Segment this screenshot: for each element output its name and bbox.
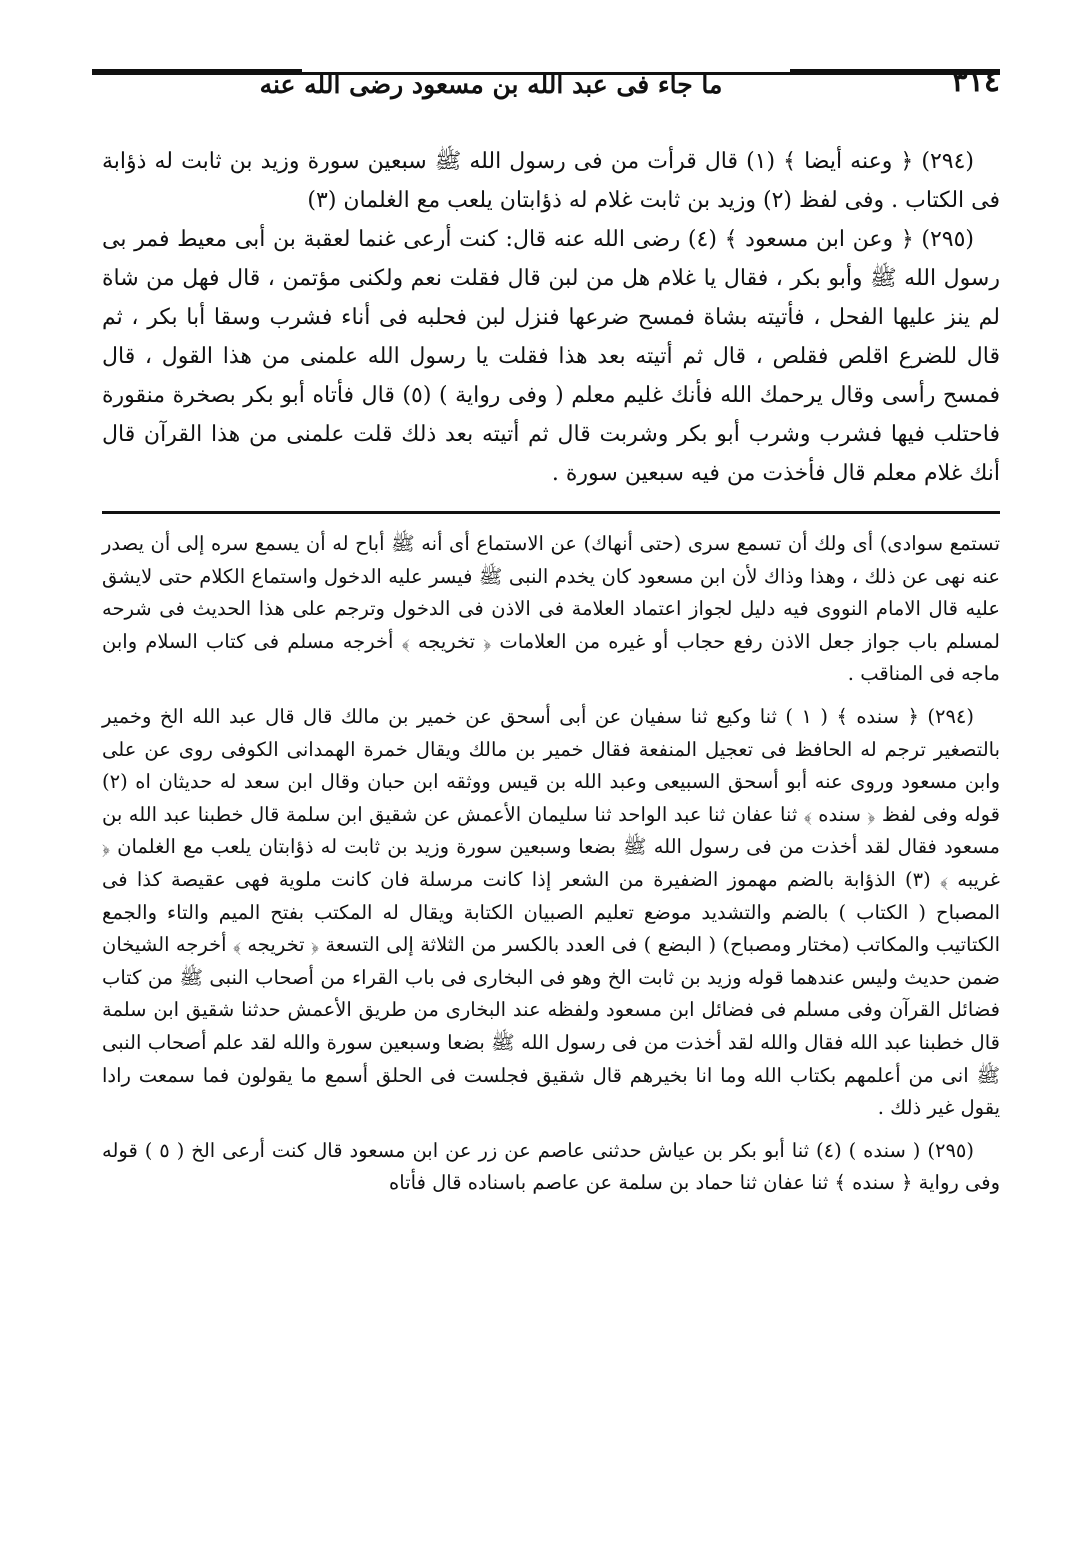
footnote-divider xyxy=(102,511,1000,514)
page-number: ٣١٤ xyxy=(951,64,1000,99)
hadith-text xyxy=(102,142,1000,493)
page-header xyxy=(102,50,1000,106)
commentary-295: (٢٩٥) ( سنده ) (٤) ثنا أبو بكر بن عياش حدثنى عاصم عن زر عن ابن مسعود قال كنت أرعى الخ ( ٥ ) قوله وفى رواية ﴿ سنده ﴾ ثنا عفان ثنا حماد بن سلمة عن عاصم باسناده قال فأتاه xyxy=(102,1138,1000,1195)
hadith-294: (٢٩٤) ﴿ وعنه أيضا ﴾ (١) قال قرأت من فى رسول الله ﷺ سبعين سورة وزيد بن ثابت له ذؤابة فى الكتاب . وفى لفظ (٢) وزيد بن ثابت غلام له ذؤابتان يلعب مع الغلمان (٣) xyxy=(102,149,1000,213)
commentary xyxy=(102,528,1000,1200)
commentary-continued: تستمع سوادى) أى ولك أن تسمع سرى (حتى أنهاك) عن الاستماع أى أنه ﷺ أباح له أن يسمع سره إلى أن يصدر عنه نهى عن ذلك ، وهذا وذاك لأن ابن مسعود كان يخدم النبى ﷺ فيسر عليه الدخول واستماع الكلام حتى لايشق عليه قال الامام النووى فيه دليل لجواز اعتماد العلامة فى الاذن فى الدخول وترجم على هذا الحديث فى شرحه لمسلم باب جواز جعل الاذن رفع حجاب أو غيره من العلامات ﴿ تخريجه ﴾ أخرجه مسلم فى كتاب السلام وابن ماجه فى المناقب . xyxy=(102,532,1000,686)
hadith-295: (٢٩٥) ﴿ وعن ابن مسعود ﴾ (٤) رضى الله عنه قال: كنت أرعى غنما لعقبة بن أبى معيط فمر بى رسول الله ﷺ وأبو بكر ، فقال يا غلام هل من لبن قال فقلت نعم ولكنى مؤتمن ، قال فهل من شاة لم ينز عليها الفحل ، فأتيته بشاة فمسح ضرعها فنزل لبن فحلبه فى أناء فشرب وسقا أبا بكر ، ثم قال للضرع اقلص فقلص ، قال ثم أتيته بعد هذا فقلت يا رسول الله علمنى من هذا القول ، قال فمسح رأسى وقال يرحمك الله فأنك غليم معلم ( وفى رواية ) (٥) قال فأتاه أبو بكر بصخرة منقورة فاحتلب فيها فشرب وشرب أبو بكر وشربت قال ثم أتيته بعد ذلك قلت علمنى من هذا القرآن قال أنك غلام معلم قال فأخذت من فيه سبعين سورة . xyxy=(102,227,1000,486)
header-rule xyxy=(92,72,1000,75)
commentary-294: (٢٩٤) ﴿ سنده ﴾ ( ١ ) ثنا وكيع ثنا سفيان عن أبى أسحق عن خمير بن مالك قال قال عبد الله الخ وخمير بالتصغير ترجم له الحافظ فى تعجيل المنفعة فقال خمير بن مالك ويقال خمرة الهمدانى الكوفى روى عن على وابن مسعود وروى عنه أبو أسحق السبيعى وعبد الله بن قيس ووثقه ابن حبان وقال ابن سعد له حديثان اه (٢) قوله وفى لفظ ﴿ سنده ﴾ ثنا عفان ثنا عبد الواحد ثنا سليمان الأعمش عن شقيق ابن سلمة قال خطبنا عبد الله بن مسعود فقال لقد أخذت من فى رسول الله ﷺ بضعا وسبعين سورة وزيد بن ثابت له ذؤابتان يلعب مع الغلمان ﴿ غريبه ﴾ (٣) الذؤابة بالضم مهموز الضفيرة من الشعر إذا كانت مرسلة فان كانت ملوية فهى عقيصة كذا فى المصباح ( الكتاب ) بالضم والتشديد موضع تعليم الصبيان الكتابة ويقال له المكتب بفتح الميم والتاء والجمع الكتاتيب والمكاتب (مختار ومصباح) ( البضع ) فى العدد بالكسر من الثلاثة إلى التسعة ﴿ تخريجه ﴾ أخرجه الشيخان ضمن حديث وليس عندهما قوله وزيد بن ثابت الخ وهو فى البخارى فى باب القراء من أصحاب النبى ﷺ من كتاب فضائل القرآن وفى مسلم فى فضائل ابن مسعود ولفظه عند البخارى من طريق الأعمش حدثنا شقيق ابن سلمة قال خطبنا عبد الله فقال والله لقد أخذت من فى رسول الله ﷺ بضعا وسبعين سورة والله لقد علم أصحاب النبى ﷺ انى من أعلمهم بكتاب الله وما انا بخيرهم قال شقيق فجلست فى الحلق أسمع ما يقولون فما سمعت رادا يقول غير ذلك . xyxy=(102,704,1001,1120)
running-title: ما جاء فى عبد الله بن مسعود رضى الله عنه xyxy=(259,70,723,99)
